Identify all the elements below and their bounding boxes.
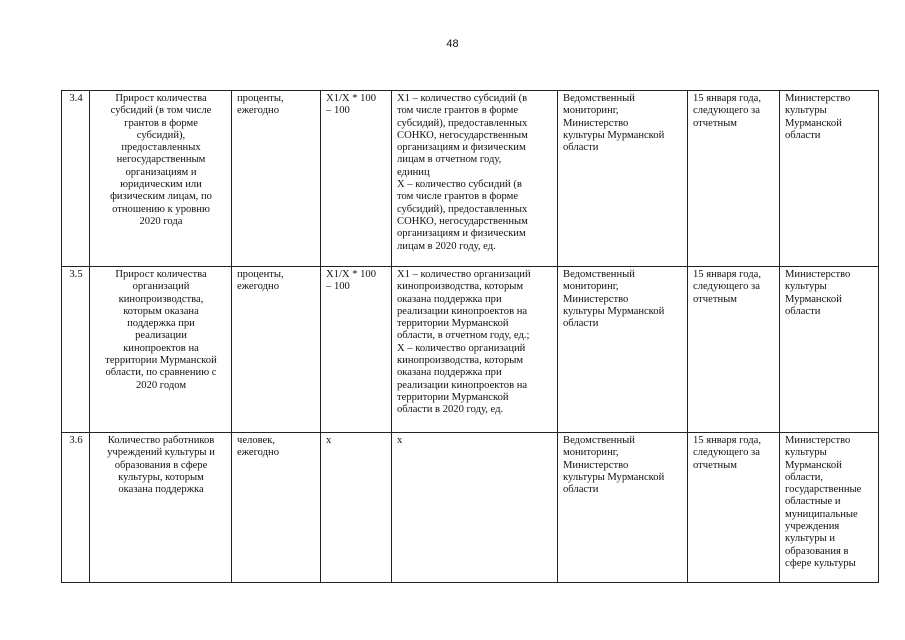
responsible-cell: Министерство культуры Мурманской области, государственные областные и муниципальные учреждения культуры и образования в сфере культуры — [780, 433, 879, 583]
row-number: 3.5 — [62, 267, 90, 433]
unit-cell: проценты, ежегодно — [232, 91, 321, 267]
responsible-cell: Министерство культуры Мурманской области — [780, 267, 879, 433]
deadline-cell: 15 января года, следующего за отчетным — [688, 267, 780, 433]
table-row — [62, 91, 879, 267]
formula-cell: X1/X * 100 – 100 — [321, 267, 392, 433]
deadline-cell: 15 января года, следующего за отчетным — [688, 433, 780, 583]
unit-cell: человек, ежегодно — [232, 433, 321, 583]
indicator-name: Прирост количества организаций кинопроизводства, которым оказана поддержка при реализации кинопроектов на территории Мурманской области, по сравнению с 2020 годом — [90, 267, 232, 433]
indicators-table — [61, 90, 879, 583]
source-cell: Ведомственный мониторинг, Министерство культуры Мурманской области — [558, 267, 688, 433]
indicator-name: Количество работников учреждений культуры и образования в сфере культуры, которым оказана поддержка — [90, 433, 232, 583]
indicator-name: Прирост количества субсидий (в том числе грантов в форме субсидий), предоставленных негосударственным организациям и юридическим или физическим лицам, по отношению к уровню 2020 года — [90, 91, 232, 267]
table-row — [62, 267, 879, 433]
formula-cell: x — [321, 433, 392, 583]
page-number: 48 — [446, 38, 459, 50]
deadline-cell: 15 января года, следующего за отчетным — [688, 91, 780, 267]
source-cell: Ведомственный мониторинг, Министерство культуры Мурманской области — [558, 91, 688, 267]
table-row — [62, 433, 879, 583]
formula-cell: X1/X * 100 – 100 — [321, 91, 392, 267]
definition-cell: x — [392, 433, 558, 583]
definition-cell: X1 – количество организаций кинопроизводства, которым оказана поддержка при реализации кинопроектов на территории Мурманской области, в отчетном году, ед.; X – количество организаций кинопроизводства, которым оказана поддержка при реализации кинопроектов на территории Мурманской области в 2020 году, ед. — [392, 267, 558, 433]
definition-cell: X1 – количество субсидий (в том числе грантов в форме субсидий), предоставленных СОНКО, негосударственным организациям и физическим лицам в отчетном году, единиц X – количество субсидий (в том числе грантов в форме субсидий), предоставленных СОНКО, негосударственным организациям и физическим лицам в 2020 году, ед. — [392, 91, 558, 267]
source-cell: Ведомственный мониторинг, Министерство культуры Мурманской области — [558, 433, 688, 583]
row-number: 3.4 — [62, 91, 90, 267]
responsible-cell: Министерство культуры Мурманской области — [780, 91, 879, 267]
row-number: 3.6 — [62, 433, 90, 583]
unit-cell: проценты, ежегодно — [232, 267, 321, 433]
